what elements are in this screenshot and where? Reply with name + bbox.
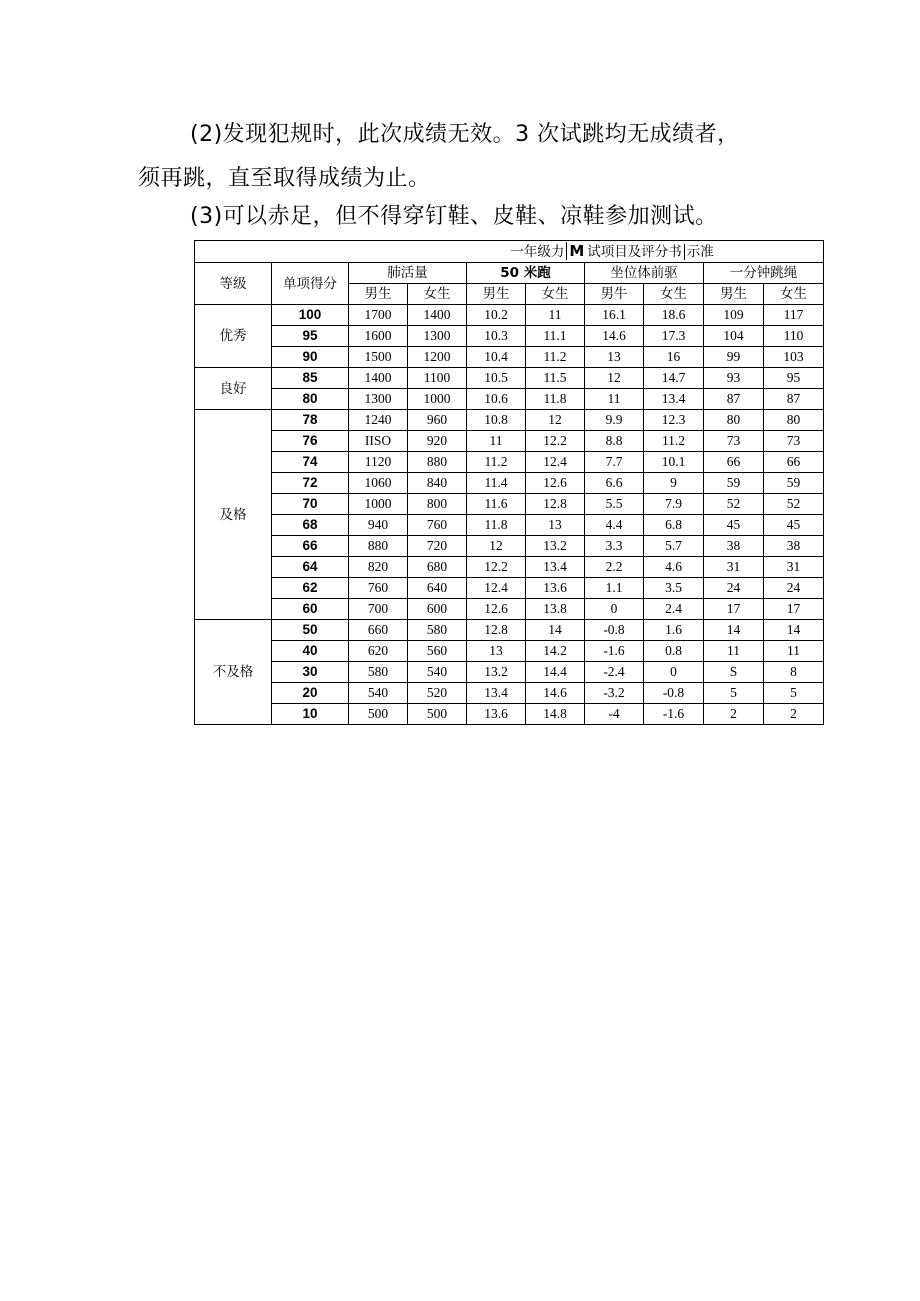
score-cell: 74 (272, 452, 349, 473)
sex-header: 女生 (764, 284, 824, 305)
value-cell: 11.6 (467, 494, 526, 515)
value-cell: 13 (467, 641, 526, 662)
value-cell: 660 (349, 620, 408, 641)
score-cell: 60 (272, 599, 349, 620)
value-cell: 1060 (349, 473, 408, 494)
value-cell: 17 (764, 599, 824, 620)
value-cell: 10.8 (467, 410, 526, 431)
value-cell: 12 (526, 410, 585, 431)
table-row (195, 494, 824, 515)
value-cell: 880 (349, 536, 408, 557)
score-cell: 64 (272, 557, 349, 578)
value-cell: 80 (764, 410, 824, 431)
value-cell: 8.8 (585, 431, 644, 452)
value-cell: 1300 (408, 326, 467, 347)
value-cell: 700 (349, 599, 408, 620)
value-cell: 104 (704, 326, 764, 347)
value-cell: 24 (704, 578, 764, 599)
value-cell: 12.6 (526, 473, 585, 494)
score-cell: 90 (272, 347, 349, 368)
value-cell: 103 (764, 347, 824, 368)
value-cell: 13.4 (467, 683, 526, 704)
table-title (195, 241, 824, 263)
value-cell: 1200 (408, 347, 467, 368)
value-cell: 11 (526, 305, 585, 326)
score-cell: 100 (272, 305, 349, 326)
value-cell: 5 (764, 683, 824, 704)
value-cell: 12.2 (526, 431, 585, 452)
value-cell: 16 (644, 347, 704, 368)
score-cell: 85 (272, 368, 349, 389)
value-cell: 45 (704, 515, 764, 536)
value-cell: -1.6 (585, 641, 644, 662)
value-cell: 38 (764, 536, 824, 557)
value-cell: 1600 (349, 326, 408, 347)
value-cell: 11.2 (526, 347, 585, 368)
value-cell: 10.3 (467, 326, 526, 347)
table-row (195, 305, 824, 326)
value-cell: 960 (408, 410, 467, 431)
value-cell: 10.5 (467, 368, 526, 389)
value-cell: 840 (408, 473, 467, 494)
sex-header: 女生 (526, 284, 585, 305)
value-cell: 4.6 (644, 557, 704, 578)
value-cell: 720 (408, 536, 467, 557)
value-cell: 680 (408, 557, 467, 578)
score-cell: 66 (272, 536, 349, 557)
value-cell: 0 (644, 662, 704, 683)
value-cell: 1120 (349, 452, 408, 473)
grade-cell: 良好 (195, 368, 272, 410)
value-cell: 2 (704, 704, 764, 725)
value-cell: 14 (704, 620, 764, 641)
value-cell: 12.8 (467, 620, 526, 641)
sex-header: 男生 (704, 284, 764, 305)
value-cell: 38 (704, 536, 764, 557)
value-cell: 13.6 (526, 578, 585, 599)
value-cell: 13 (526, 515, 585, 536)
score-cell: 76 (272, 431, 349, 452)
value-cell: 1400 (349, 368, 408, 389)
value-cell: 3.3 (585, 536, 644, 557)
table-row (195, 515, 824, 536)
value-cell: 1.6 (644, 620, 704, 641)
value-cell: 1240 (349, 410, 408, 431)
value-cell: 820 (349, 557, 408, 578)
value-cell: 13.4 (644, 389, 704, 410)
value-cell: 18.6 (644, 305, 704, 326)
value-cell: 11 (467, 431, 526, 452)
score-cell: 78 (272, 410, 349, 431)
value-cell: 7.9 (644, 494, 704, 515)
value-cell: 11 (704, 641, 764, 662)
score-cell: 10 (272, 704, 349, 725)
table-row (195, 536, 824, 557)
score-cell: 95 (272, 326, 349, 347)
value-cell: 4.4 (585, 515, 644, 536)
value-cell: 59 (764, 473, 824, 494)
score-cell: 50 (272, 620, 349, 641)
paragraph-rule-2-cont: 须再跳，直至取得成绩为止。 (138, 166, 431, 191)
value-cell: 580 (408, 620, 467, 641)
score-cell: 72 (272, 473, 349, 494)
value-cell: 3.5 (644, 578, 704, 599)
value-cell: IISO (349, 431, 408, 452)
grade-header: 等级 (195, 263, 272, 305)
table-row (195, 452, 824, 473)
value-cell: -1.6 (644, 704, 704, 725)
value-cell: 59 (704, 473, 764, 494)
value-cell: 12.2 (467, 557, 526, 578)
grade-cell: 优秀 (195, 305, 272, 368)
value-cell: 1000 (349, 494, 408, 515)
value-cell: 93 (704, 368, 764, 389)
value-cell: 95 (764, 368, 824, 389)
value-cell: 580 (349, 662, 408, 683)
value-cell: 2 (764, 704, 824, 725)
value-cell: 1700 (349, 305, 408, 326)
value-cell: 6.6 (585, 473, 644, 494)
value-cell: 560 (408, 641, 467, 662)
value-cell: 52 (764, 494, 824, 515)
value-cell: 14.7 (644, 368, 704, 389)
value-cell: 117 (764, 305, 824, 326)
value-cell: 760 (349, 578, 408, 599)
item-header-50m: 50 米跑 (467, 263, 585, 284)
value-cell: 24 (764, 578, 824, 599)
table-row (195, 557, 824, 578)
value-cell: 800 (408, 494, 467, 515)
value-cell: 1300 (349, 389, 408, 410)
score-cell: 70 (272, 494, 349, 515)
value-cell: 1100 (408, 368, 467, 389)
sex-header: 男牛 (585, 284, 644, 305)
value-cell: 1400 (408, 305, 467, 326)
value-cell: 14.6 (526, 683, 585, 704)
item-header-lung: 肺活量 (349, 263, 467, 284)
value-cell: -4 (585, 704, 644, 725)
table-row (195, 641, 824, 662)
table-row (195, 431, 824, 452)
value-cell: 10.1 (644, 452, 704, 473)
value-cell: 9.9 (585, 410, 644, 431)
score-cell: 62 (272, 578, 349, 599)
score-header: 单项得分 (272, 263, 349, 305)
value-cell: 87 (764, 389, 824, 410)
value-cell: 760 (408, 515, 467, 536)
value-cell: 13.6 (467, 704, 526, 725)
value-cell: 6.8 (644, 515, 704, 536)
value-cell: 73 (764, 431, 824, 452)
value-cell: 12 (467, 536, 526, 557)
value-cell: -3.2 (585, 683, 644, 704)
table-row (195, 368, 824, 389)
value-cell: 10.2 (467, 305, 526, 326)
title-part-a: 一年级力 (510, 244, 565, 260)
value-cell: 66 (704, 452, 764, 473)
value-cell: 9 (644, 473, 704, 494)
value-cell: 14.8 (526, 704, 585, 725)
value-cell: 13 (585, 347, 644, 368)
value-cell: 73 (704, 431, 764, 452)
value-cell: -0.8 (644, 683, 704, 704)
value-cell: 11.4 (467, 473, 526, 494)
value-cell: 1500 (349, 347, 408, 368)
value-cell: 31 (704, 557, 764, 578)
sex-header: 女生 (408, 284, 467, 305)
sex-header: 女生 (644, 284, 704, 305)
value-cell: 12.6 (467, 599, 526, 620)
grade-cell: 不及格 (195, 620, 272, 725)
value-cell: 66 (764, 452, 824, 473)
value-cell: 110 (764, 326, 824, 347)
value-cell: 0.8 (644, 641, 704, 662)
table-row (195, 473, 824, 494)
value-cell: 640 (408, 578, 467, 599)
scoring-table (194, 240, 824, 725)
value-cell: 920 (408, 431, 467, 452)
value-cell: 17.3 (644, 326, 704, 347)
value-cell: 1000 (408, 389, 467, 410)
item-header-sitreach: 坐位体前驱 (585, 263, 704, 284)
value-cell: 109 (704, 305, 764, 326)
value-cell: 520 (408, 683, 467, 704)
value-cell: -0.8 (585, 620, 644, 641)
value-cell: 17 (704, 599, 764, 620)
value-cell: 11.8 (467, 515, 526, 536)
item-header-rope: 一分钟跳绳 (704, 263, 824, 284)
value-cell: 87 (704, 389, 764, 410)
title-part-b: M (566, 242, 584, 260)
value-cell: S (704, 662, 764, 683)
value-cell: 5.5 (585, 494, 644, 515)
value-cell: 7.7 (585, 452, 644, 473)
score-cell: 68 (272, 515, 349, 536)
table-row (195, 326, 824, 347)
table-row (195, 578, 824, 599)
table-row (195, 347, 824, 368)
table-row (195, 389, 824, 410)
value-cell: 11.8 (526, 389, 585, 410)
table-row (195, 599, 824, 620)
value-cell: 52 (704, 494, 764, 515)
value-cell: 14.4 (526, 662, 585, 683)
value-cell: 1.1 (585, 578, 644, 599)
paragraph-rule-2: (2)发现犯规时，此次成绩无效。3 次试跳均无成绩者， (190, 122, 740, 147)
value-cell: 12 (585, 368, 644, 389)
value-cell: 11.1 (526, 326, 585, 347)
value-cell: 16.1 (585, 305, 644, 326)
value-cell: 10.6 (467, 389, 526, 410)
value-cell: 12.8 (526, 494, 585, 515)
score-cell: 80 (272, 389, 349, 410)
value-cell: 600 (408, 599, 467, 620)
value-cell: 11 (764, 641, 824, 662)
value-cell: 14.2 (526, 641, 585, 662)
value-cell: 540 (349, 683, 408, 704)
value-cell: 12.4 (526, 452, 585, 473)
value-cell: 14 (764, 620, 824, 641)
title-part-c: 试项目及评分书 (587, 244, 682, 260)
value-cell: 10.4 (467, 347, 526, 368)
value-cell: 11 (585, 389, 644, 410)
sex-header: 男生 (349, 284, 408, 305)
value-cell: 0 (585, 599, 644, 620)
value-cell: 11.2 (467, 452, 526, 473)
value-cell: 13.8 (526, 599, 585, 620)
table-row (195, 662, 824, 683)
value-cell: 14.6 (585, 326, 644, 347)
value-cell: 99 (704, 347, 764, 368)
grade-cell: 及格 (195, 410, 272, 620)
value-cell: 5.7 (644, 536, 704, 557)
value-cell: 45 (764, 515, 824, 536)
table-row (195, 410, 824, 431)
value-cell: 13.2 (526, 536, 585, 557)
value-cell: 620 (349, 641, 408, 662)
sex-header: 男生 (467, 284, 526, 305)
value-cell: 940 (349, 515, 408, 536)
title-part-d: 示准 (684, 244, 714, 260)
value-cell: 11.2 (644, 431, 704, 452)
table-row (195, 704, 824, 725)
value-cell: 540 (408, 662, 467, 683)
value-cell: 2.4 (644, 599, 704, 620)
value-cell: 500 (349, 704, 408, 725)
score-cell: 40 (272, 641, 349, 662)
value-cell: 31 (764, 557, 824, 578)
value-cell: 5 (704, 683, 764, 704)
value-cell: 13.4 (526, 557, 585, 578)
value-cell: 14 (526, 620, 585, 641)
value-cell: 80 (704, 410, 764, 431)
value-cell: 13.2 (467, 662, 526, 683)
table-row (195, 683, 824, 704)
value-cell: 2.2 (585, 557, 644, 578)
table-row (195, 620, 824, 641)
value-cell: 8 (764, 662, 824, 683)
score-cell: 30 (272, 662, 349, 683)
value-cell: 12.3 (644, 410, 704, 431)
paragraph-rule-3: (3)可以赤足，但不得穿钉鞋、皮鞋、凉鞋参加测试。 (190, 204, 718, 229)
value-cell: 880 (408, 452, 467, 473)
value-cell: -2.4 (585, 662, 644, 683)
value-cell: 500 (408, 704, 467, 725)
value-cell: 12.4 (467, 578, 526, 599)
score-cell: 20 (272, 683, 349, 704)
value-cell: 11.5 (526, 368, 585, 389)
